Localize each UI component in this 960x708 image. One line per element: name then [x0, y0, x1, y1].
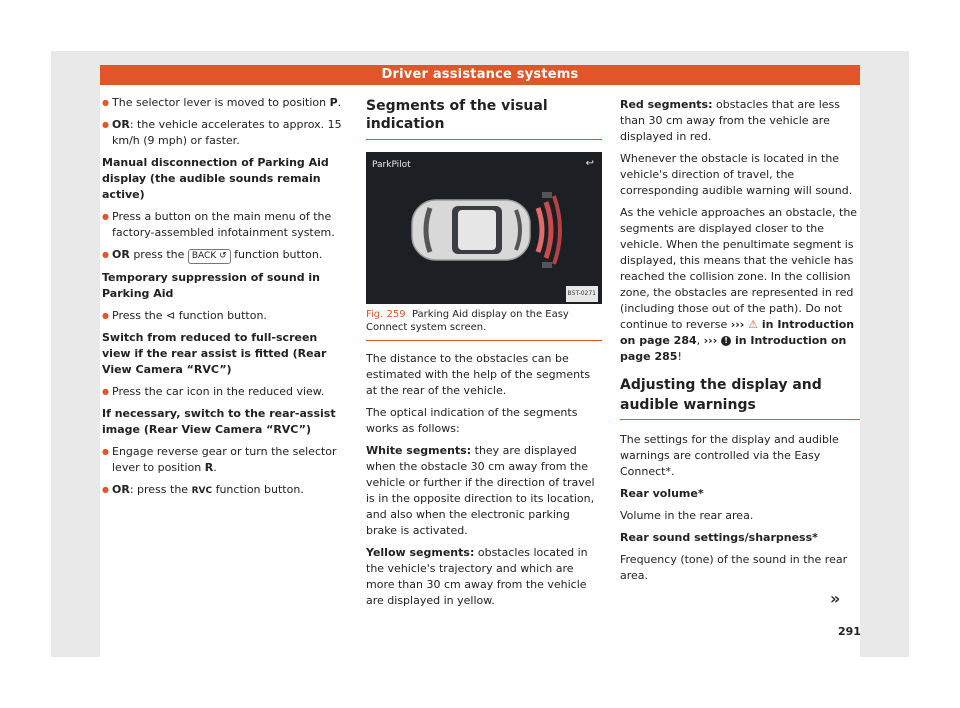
definition-yellow: Yellow segments: obstacles located in the vehicle's trajectory and which are more than 30 cm away from the vehicle are displayed in yellow. — [366, 546, 588, 607]
subheading: Manual disconnection of Parking Aid display (the audible sounds remain active) — [102, 156, 329, 201]
paragraph: Whenever the obstacle is located in the vehicle's direction of travel, the corresponding audible warning will sound. — [620, 152, 853, 197]
car-roof — [458, 210, 496, 250]
car-top-view — [366, 152, 602, 304]
section-header: Driver assistance systems — [100, 65, 860, 85]
paragraph: The settings for the display and audible warnings are controlled via the Easy Connect*. — [620, 433, 839, 478]
subheading: If necessary, switch to the rear-assist image (Rear View Camera “RVC”) — [102, 407, 336, 436]
cross-reference-warning[interactable]: ››› ⚠ in Introduction on page 284 — [620, 318, 855, 347]
list-item: ● The selector lever is moved to position P. — [102, 95, 344, 111]
figure-park-pilot — [366, 152, 602, 304]
list-item: ● Press the car icon in the reduced view. — [102, 384, 344, 400]
section-title: Segments of the visual indication — [366, 97, 602, 140]
info-icon: ! — [721, 336, 731, 346]
paragraph: The optical indication of the segments works as follows: — [366, 406, 578, 435]
subheading: Temporary suppression of sound in Parking Aid — [102, 271, 321, 300]
red-segment — [554, 196, 560, 264]
paragraph: As the vehicle approaches an obstacle, the segments are displayed closer to the vehicle. When the penultimate segment is displayed, this means that the vehicle has reached the collision zone. In the collision zone, the obstacles are represented in red (including those out of the path). Do not continue to reverse ››› ⚠ in Introduction on page 284, ››› ! in Introduction on page 285! — [620, 206, 858, 363]
paragraph: The distance to the obstacles can be estimated with the help of the segments at the rear of the vehicle. — [366, 352, 591, 397]
cross-reference-info[interactable]: ››› ! in Introduction on page 285 — [620, 334, 847, 363]
warning-icon: ⚠ — [748, 318, 759, 331]
list-item: ● Press a button on the main menu of the factory-assembled infotainment system. — [102, 209, 344, 241]
column-1 — [102, 95, 344, 505]
subheading: Rear sound settings/sharpness* — [620, 531, 818, 544]
paragraph: Frequency (tone) of the sound in the rear area. — [620, 553, 848, 582]
rvc-button-icon: RVC — [191, 486, 213, 496]
list-item: ● OR press the BACK ↺ function button. — [102, 247, 344, 264]
side-segment — [542, 262, 552, 268]
side-segment — [542, 192, 552, 198]
paragraph: Volume in the rear area. — [620, 509, 754, 522]
figure-code: B5T-0271 — [566, 286, 598, 302]
figure-screen-title: ParkPilot — [372, 160, 411, 170]
page-number: 291 — [838, 625, 861, 638]
red-segment — [538, 208, 542, 252]
list-item: ● Engage reverse gear or turn the selector lever to position R. — [102, 444, 344, 476]
back-icon: ↩ — [585, 158, 594, 169]
list-item: ● Press the ⊲ function button. — [102, 308, 344, 324]
figure-caption: Fig. 259 Parking Aid display on the Easy Connect system screen. — [366, 308, 602, 341]
definition-red: Red segments: obstacles that are less than 30 cm away from the vehicle are displayed in red. — [620, 98, 840, 143]
sound-mute-icon: ⊲ — [166, 309, 176, 322]
continue-arrow: » — [830, 589, 841, 608]
section-title: Adjusting the display and audible warnings — [620, 375, 860, 420]
column-3 — [620, 97, 860, 590]
definition-white: White segments: they are displayed when the obstacle 30 cm away from the vehicle or further if the direction of travel is in the opposite direction to its location, and also when the electronic parking brake is activated. — [366, 444, 595, 537]
list-item: ● OR: the vehicle accelerates to approx. 15 km/h (9 mph) or faster. — [102, 117, 344, 149]
back-button-icon: BACK ↺ — [188, 249, 231, 264]
list-item: ● OR: press the RVC function button. — [102, 482, 344, 499]
red-segment — [546, 202, 551, 258]
subheading: Rear volume* — [620, 487, 704, 500]
subheading: Switch from reduced to full-screen view if the rear assist is fitted (Rear View Camera “RVC”) — [102, 331, 327, 376]
column-2 — [366, 97, 602, 615]
